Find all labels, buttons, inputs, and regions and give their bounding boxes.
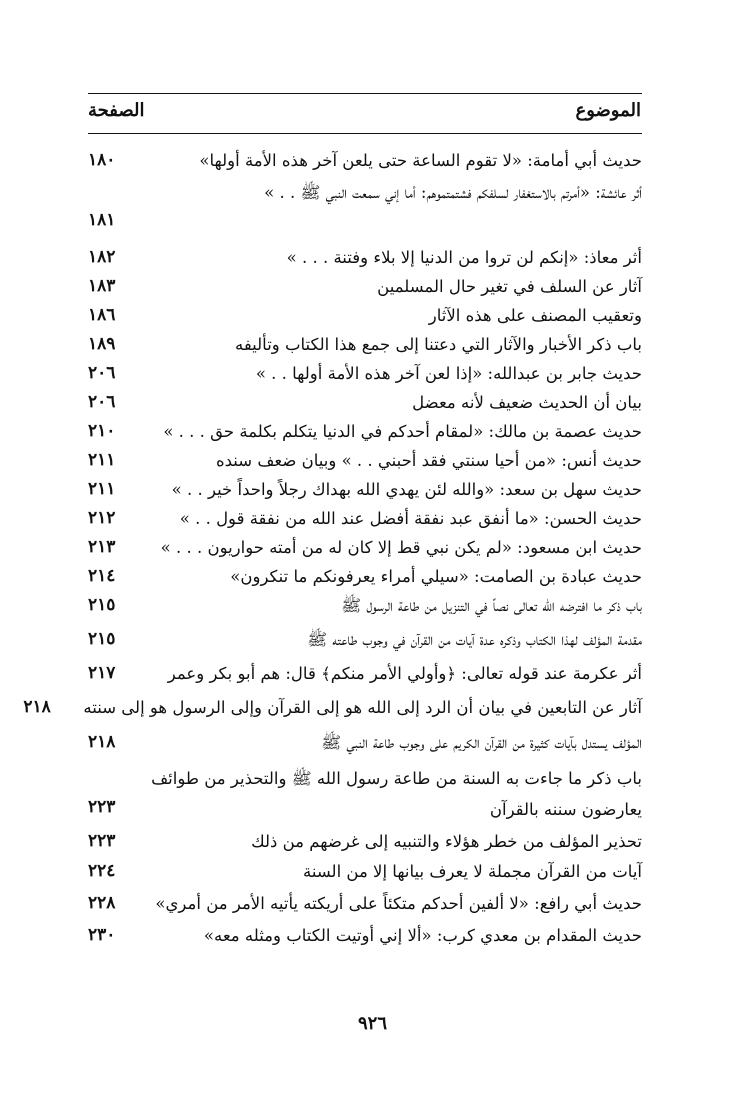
- toc-entry-title: أثر عائشة: «أمرتم بالاستغفار لسلفكم فشتمتموهم: أما إني سمعت النبي ﷺ . . »: [264, 183, 642, 202]
- toc-entry[interactable]: [88, 889, 642, 921]
- toc-entry[interactable]: [88, 659, 642, 693]
- toc-entry-title: حديث أبي أمامة: «لا تقوم الساعة حتى يلعن آخر هذه الأمة أولها»: [199, 151, 642, 170]
- toc-entry-page: ١٨٢: [88, 247, 116, 267]
- toc-entry-title: آثار عن التابعين في بيان أن الرد إلى الله هو إلى القرآن وإلى الرسول هو إلى سنته: [83, 698, 642, 717]
- toc-entry-title: حديث سهل بن سعد: «والله لئن يهدي الله بهداك رجلاً واحداً خير . . »: [171, 480, 642, 499]
- page-number: ٩٢٦: [357, 1013, 387, 1034]
- toc-entry-title: مقدمة المؤلف لهذا الكتاب وذكره عدة آيات من القرآن في وجوب طاعته ﷺ: [307, 630, 642, 649]
- toc-entry-page: ٢١٧: [88, 663, 116, 683]
- page-column-header: الصفحة: [88, 100, 145, 121]
- toc-entry-page: ١٨٠: [88, 150, 116, 170]
- toc-entry-page: ٢٠٦: [88, 392, 116, 412]
- toc-entry-page: ٢٠٦: [88, 363, 116, 383]
- toc-entry-title: حديث ابن مسعود: «لم يكن نبي قط إلا كان له من أمته حواريون . . . »: [160, 538, 642, 557]
- toc-entry-page: ٢١٠: [88, 421, 116, 441]
- toc-entry-title: تحذير المؤلف من خطر هؤلاء والتنبيه إلى غرضهم من ذلك: [251, 832, 642, 851]
- toc-entry-title: آيات من القرآن مجملة لا يعرف بيانها إلا من السنة: [303, 862, 642, 881]
- toc-entry-title: حديث عبادة بن الصامت: «سيلي أمراء يعرفونكم ما تنكرون»: [230, 567, 642, 586]
- toc-entry-title: آثار عن السلف في تغير حال المسلمين: [377, 277, 642, 296]
- toc-entry-title: باب ذكر الأخبار والآثار التي دعتنا إلى جمع هذا الكتاب وتأليفه: [234, 335, 642, 354]
- toc-entry[interactable]: [88, 388, 642, 417]
- toc-entry[interactable]: [88, 728, 642, 763]
- toc-entry-page: ٢٢٣: [88, 797, 116, 817]
- toc-entry-page: ٢١٥: [88, 595, 116, 615]
- toc-entry-page: ٢٢٨: [88, 893, 116, 913]
- toc-entry-title: حديث الحسن: «ما أنفق عبد نفقة أفضل عند الله من نفقة قول . . »: [179, 509, 642, 528]
- toc-entry[interactable]: [88, 827, 642, 857]
- toc-entry-title: أثر عكرمة عند قوله تعالى: ﴿وأولي الأمر منكم﴾ قال: هم أبو بكر وعمر: [167, 664, 642, 683]
- toc-entry[interactable]: [88, 330, 642, 359]
- toc-entry-page: ٢٣٠: [88, 925, 116, 945]
- toc-entry-title: أثر معاذ: «إنكم لن تروا من الدنيا إلا بلاء وفتنة . . . »: [286, 248, 642, 267]
- toc-entry-title: المؤلف يستدل بآيات كثيرة من القرآن الكريم على وجوب طاعة النبي ﷺ: [321, 733, 642, 752]
- toc-entry-page: ٢١٨: [23, 697, 51, 717]
- toc-entry[interactable]: [88, 857, 642, 889]
- header-rule: [88, 133, 642, 134]
- toc-entry-page: ١٨١: [88, 210, 116, 230]
- table-of-contents: [23, 146, 642, 953]
- toc-entry[interactable]: [88, 504, 642, 533]
- toc-entry[interactable]: [88, 533, 642, 562]
- toc-entry-title: حديث جابر بن عبدالله: «إذا لعن آخر هذه الأمة أولها . . »: [255, 364, 642, 383]
- toc-entry-page: ٢١١: [88, 479, 116, 499]
- toc-entry[interactable]: [88, 475, 642, 504]
- toc-entry-title: حديث المقدام بن معدي كرب: «ألا إني أوتيت الكتاب ومثله معه»: [203, 926, 642, 945]
- toc-entry[interactable]: [88, 146, 642, 177]
- top-rule: [88, 93, 642, 94]
- toc-entry[interactable]: [88, 417, 642, 446]
- toc-entry-page: ٢٢٣: [88, 831, 116, 851]
- toc-entry-title: باب ذكر ما افترضه الله تعالى نصاً في التنزيل من طاعة الرسول ﷺ: [341, 596, 642, 615]
- toc-entry[interactable]: [88, 243, 642, 272]
- toc-entry-page: ٢١٥: [88, 629, 116, 649]
- toc-entry-page: ١٨٩: [88, 334, 116, 354]
- toc-entry[interactable]: [88, 763, 642, 827]
- toc-entry-title: وتعقيب المصنف على هذه الآثار: [428, 306, 642, 325]
- toc-entry[interactable]: [88, 272, 642, 301]
- toc-entry[interactable]: [88, 625, 642, 659]
- toc-entry-page: ٢١٨: [88, 732, 116, 752]
- toc-entry-title: باب ذكر ما جاءت به السنة من طاعة رسول الله ﷺ والتحذير من طوائف يعارضون سننه بالقرآن: [151, 769, 642, 819]
- toc-entry[interactable]: [88, 301, 642, 330]
- toc-entry[interactable]: [88, 177, 642, 243]
- toc-entry-page: ٢١١: [88, 450, 116, 470]
- toc-entry-page: ٢٢٤: [88, 861, 116, 881]
- toc-entry-page: ٢١٣: [88, 537, 116, 557]
- toc-entry[interactable]: [88, 446, 642, 475]
- toc-entry-title: بيان أن الحديث ضعيف لأنه معضل: [412, 393, 642, 412]
- toc-entry-title: حديث أنس: «من أحيا سنتي فقد أحبني . . » وبيان ضعف سنده: [215, 451, 642, 470]
- toc-entry[interactable]: [23, 693, 642, 728]
- topic-column-header: الموضوع: [575, 100, 641, 121]
- toc-entry-page: ١٨٣: [88, 276, 116, 296]
- toc-entry[interactable]: [88, 359, 642, 388]
- toc-entry-title: حديث عصمة بن مالك: «لمقام أحدكم في الدنيا يتكلم بكلمة حق . . . »: [163, 422, 642, 441]
- toc-entry[interactable]: [88, 591, 642, 625]
- toc-entry[interactable]: [88, 921, 642, 953]
- toc-entry-page: ١٨٦: [88, 305, 116, 325]
- toc-entry[interactable]: [88, 562, 642, 591]
- toc-entry-page: ٢١٢: [88, 508, 116, 528]
- toc-entry-title: حديث أبي رافع: «لا ألفين أحدكم متكئاً على أريكته يأتيه الأمر من أمري»: [155, 894, 642, 913]
- toc-entry-page: ٢١٤: [88, 566, 116, 586]
